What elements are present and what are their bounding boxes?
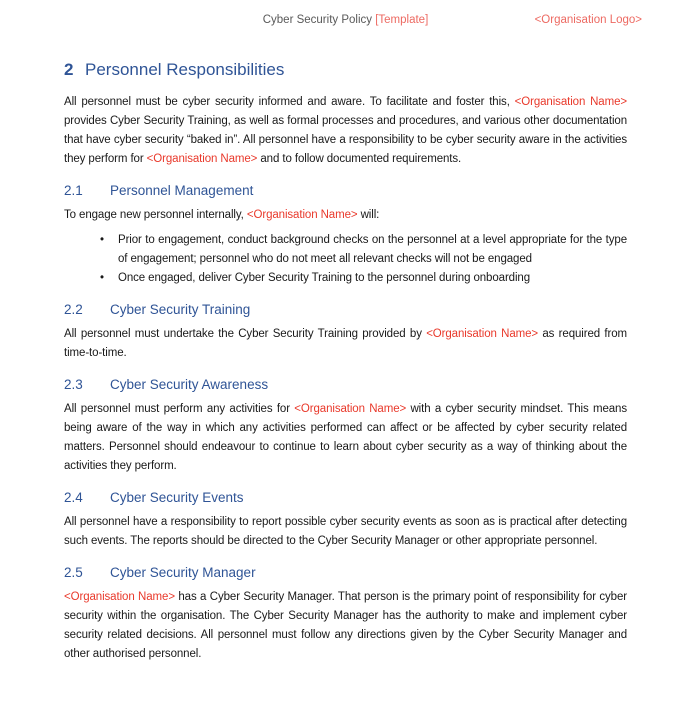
bullet-icon: • <box>100 234 104 246</box>
section-personnel-management <box>64 181 627 288</box>
section-paragraph: <Organisation Name> has a Cyber Security Manager. That person is the primary point of responsibility for cyber security within the organisation. The Cyber Security Manager has the authority to make and implement cyber security related decisions. All personnel must follow any directions given by the Cyber Security Manager and other authorised personnel. <box>64 591 627 660</box>
placeholder-text: <Organisation Name> <box>514 96 627 108</box>
section-paragraph: All personnel must perform any activities for <Organisation Name> with a cyber security mindset. This means being aware of the way in which any activities performed can affect or be affected by cyber security related matters. Personnel should endeavour to continue to learn about cyber security as a way of thinking about the activities they perform. <box>64 403 627 472</box>
section-cyber-security-manager <box>64 563 627 664</box>
list-item <box>64 231 627 269</box>
section-heading <box>64 181 627 200</box>
section-title: Cyber Security Manager <box>110 565 256 580</box>
header-title: Cyber Security Policy <box>262 14 376 26</box>
intro-paragraph: All personnel must be cyber security informed and aware. To facilitate and foster this, <Organisation Name> provides Cyber Security Training, as well as formal processes and procedures, and various other documentation that have cyber security “baked in”. All personnel have a responsibility to be cyber security aware in the activities they perform for <Organisation Name> and to follow documented requirements. <box>64 96 627 165</box>
organisation-logo-placeholder: <Organisation Logo> <box>534 14 642 26</box>
section-paragraph: All personnel have a responsibility to report possible cyber security events as soon as is practical after detecting such events. The reports should be directed to the Cyber Security Manager or other appropriate personnel. <box>64 516 627 547</box>
section-lead-paragraph: To engage new personnel internally, <Organisation Name> will: <box>64 209 380 221</box>
section-heading <box>64 563 627 582</box>
chapter-number: 2 <box>64 60 74 79</box>
section-heading <box>64 300 627 319</box>
section-cyber-security-awareness <box>64 375 627 476</box>
section-title: Cyber Security Awareness <box>110 377 269 392</box>
section-cyber-security-training <box>64 300 627 363</box>
section-paragraph: All personnel must undertake the Cyber Security Training provided by <Organisation Name> as required from time-to-time. <box>64 328 627 359</box>
section-title: Cyber Security Events <box>110 490 244 505</box>
section-number: 2.5 <box>64 565 83 580</box>
section-number: 2.4 <box>64 490 83 505</box>
chapter-heading <box>64 56 627 83</box>
section-number: 2.2 <box>64 302 83 317</box>
chapter-title: Personnel Responsibilities <box>85 60 285 79</box>
placeholder-text: <Organisation Name> <box>426 328 539 340</box>
section-number: 2.3 <box>64 377 83 392</box>
placeholder-text: <Organisation Name> <box>246 209 358 221</box>
page-header <box>64 13 642 30</box>
section-title: Cyber Security Training <box>110 302 251 317</box>
header-title-group <box>263 14 429 26</box>
bullet-list <box>64 231 627 288</box>
section-number: 2.1 <box>64 183 83 198</box>
section-heading <box>64 375 627 394</box>
header-template-tag: [Template] <box>375 14 429 26</box>
placeholder-text: <Organisation Name> <box>64 591 175 603</box>
placeholder-text: <Organisation Name> <box>294 403 407 415</box>
bullet-text: Once engaged, deliver Cyber Security Training to the personnel during onboarding <box>118 272 531 284</box>
bullet-text: Prior to engagement, conduct background checks on the personnel at a level appropriate for the type of engagement; personnel who do not meet all relevant checks will not be engaged <box>118 234 627 265</box>
section-cyber-security-events <box>64 488 627 551</box>
section-heading <box>64 488 627 507</box>
list-item <box>64 269 627 288</box>
section-title: Personnel Management <box>110 183 254 198</box>
bullet-icon: • <box>100 272 104 284</box>
placeholder-text: <Organisation Name> <box>146 153 258 165</box>
